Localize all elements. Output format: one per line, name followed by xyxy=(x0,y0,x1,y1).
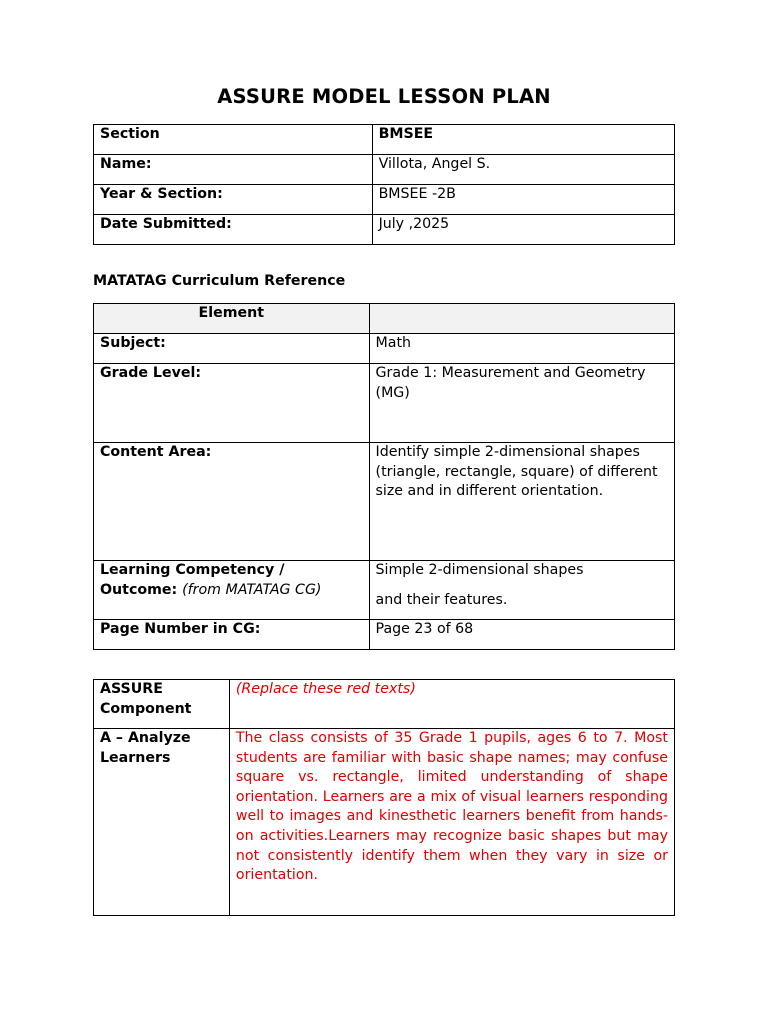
table-row xyxy=(94,680,675,729)
assure-table xyxy=(93,679,675,916)
content-value: Identify simple 2-dimensional shapes (triangle, rectangle, square) of different size and in different orientation. xyxy=(369,443,674,561)
info-value-date: July ,2025 xyxy=(372,215,674,245)
competency-note: (from MATATAG CG) xyxy=(182,581,322,598)
table-row xyxy=(94,561,675,620)
assure-header-component: ASSURE Component xyxy=(94,680,230,729)
info-table xyxy=(93,124,675,245)
analyze-label: A – Analyze Learners xyxy=(94,729,230,916)
table-row xyxy=(94,155,675,185)
table-row xyxy=(94,334,675,364)
table-row xyxy=(94,185,675,215)
subject-label: Subject: xyxy=(94,334,370,364)
info-value-name: Villota, Angel S. xyxy=(372,155,674,185)
info-label-year-section: Year & Section: xyxy=(94,185,373,215)
table-row xyxy=(94,729,675,916)
competency-value-line-2: and their features. xyxy=(375,591,508,608)
competency-value-line-1: Simple 2-dimensional shapes xyxy=(375,562,584,578)
info-value-year-section: BMSEE -2B xyxy=(372,185,674,215)
header-empty xyxy=(369,304,674,334)
page-title: ASSURE MODEL LESSON PLAN xyxy=(217,85,551,108)
grade-value: Grade 1: Measurement and Geometry (MG) xyxy=(369,364,674,443)
analyze-text: The class consists of 35 Grade 1 pupils, ages 6 to 7. Most students are familiar with basic shape names; may confuse square vs. rectangle, limited understanding of shape orientation. Learners are a mix of visual learners responding well to images and kinesthetic learners benefit from hands-on activities.Learners may recognize basic shapes but may not consistently identify them when they vary in size or orientation. xyxy=(229,729,674,916)
header-element: Element xyxy=(94,304,370,334)
table-row xyxy=(94,443,675,561)
table-row xyxy=(94,304,675,334)
table-row xyxy=(94,620,675,650)
info-label-date: Date Submitted: xyxy=(94,215,373,245)
table-row xyxy=(94,215,675,245)
page-value: Page 23 of 68 xyxy=(369,620,674,650)
subject-value: Math xyxy=(369,334,674,364)
table-row xyxy=(94,364,675,443)
info-value-section: BMSEE xyxy=(372,125,674,155)
assure-header-note: (Replace these red texts) xyxy=(229,680,674,729)
competency-label: Learning Competency / Outcome: xyxy=(100,562,285,598)
page-label: Page Number in CG: xyxy=(94,620,370,650)
info-label-section: Section xyxy=(94,125,373,155)
curriculum-table xyxy=(93,303,675,650)
grade-label: Grade Level: xyxy=(94,364,370,443)
content-label: Content Area: xyxy=(94,443,370,561)
table-row xyxy=(94,125,675,155)
competency-label-cell xyxy=(94,561,370,620)
curriculum-heading: MATATAG Curriculum Reference xyxy=(93,273,346,289)
competency-value-cell xyxy=(369,561,674,620)
info-label-name: Name: xyxy=(94,155,373,185)
